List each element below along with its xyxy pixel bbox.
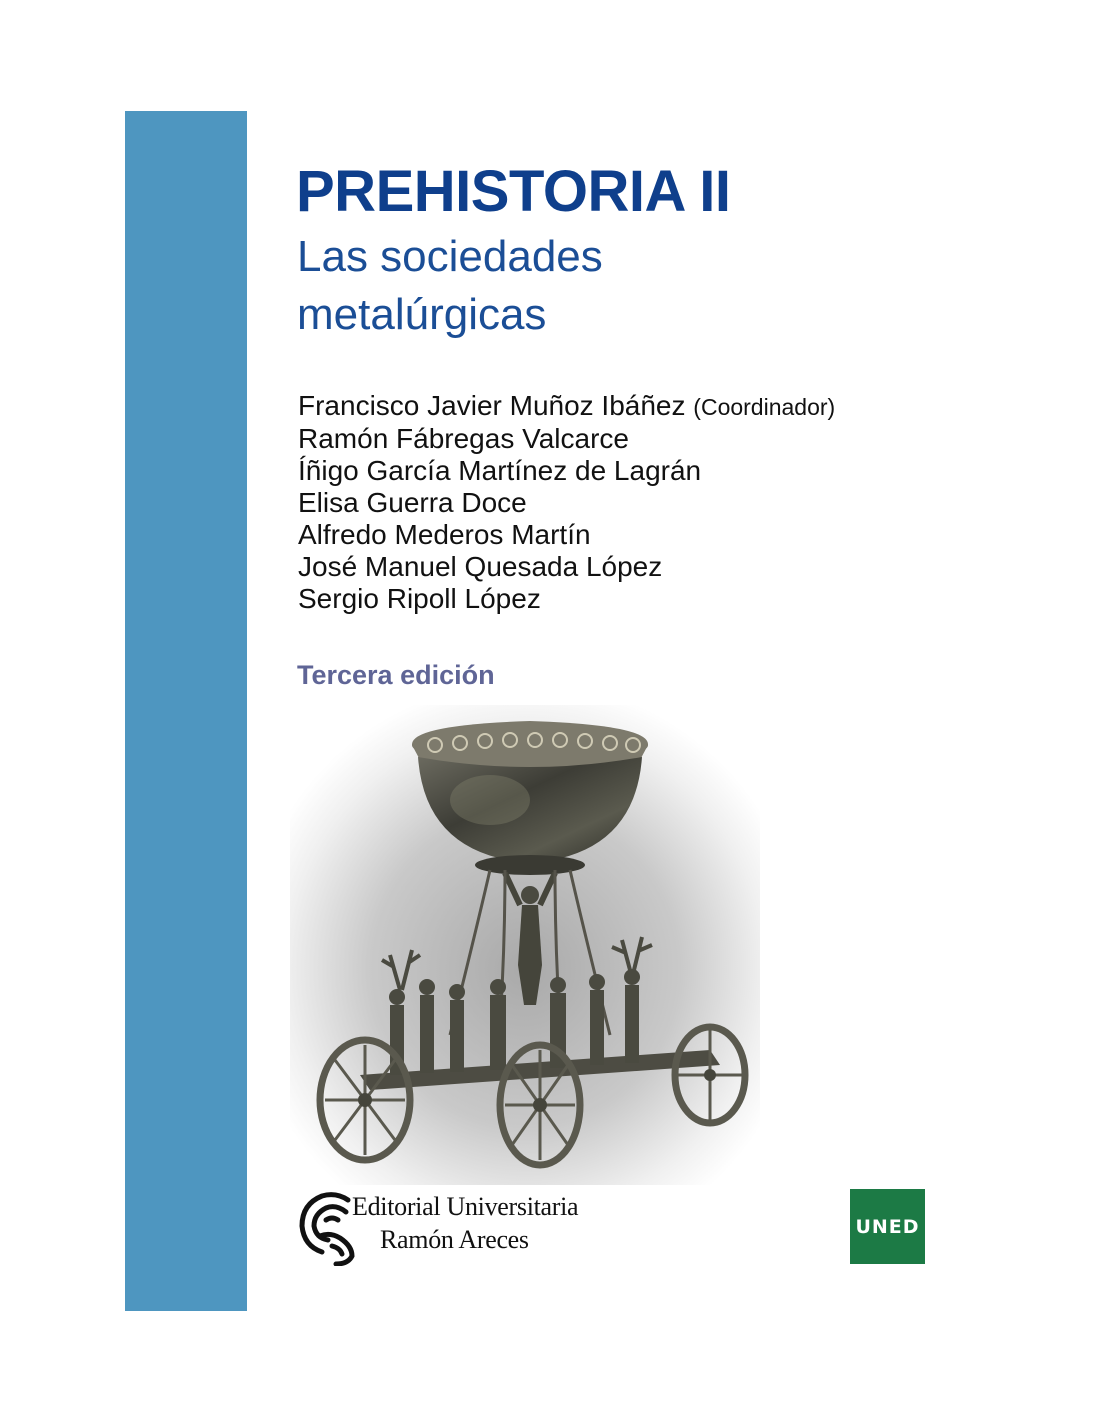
publisher-logo bbox=[296, 1188, 596, 1268]
book-title: PREHISTORIA II bbox=[296, 159, 731, 224]
book-subtitle bbox=[297, 228, 817, 344]
author-item: Íñigo García Martínez de Lagrán bbox=[298, 455, 702, 486]
subtitle-line-2: metalúrgicas bbox=[297, 290, 547, 339]
author-item: Elisa Guerra Doce bbox=[298, 487, 527, 518]
author-item: Ramón Fábregas Valcarce bbox=[298, 423, 629, 454]
author-list bbox=[298, 390, 835, 615]
uned-logo: UNED bbox=[850, 1189, 925, 1264]
author-role: (Coordinador) bbox=[693, 394, 836, 420]
spine-color-bar bbox=[125, 111, 247, 1311]
edition-label: Tercera edición bbox=[297, 660, 495, 690]
bronze-cult-wagon-image bbox=[290, 705, 760, 1185]
author-item: Sergio Ripoll López bbox=[298, 583, 541, 614]
author-item: Francisco Javier Muñoz Ibáñez (Coordinador) bbox=[298, 390, 836, 421]
publisher-subname: Ramón Areces bbox=[380, 1225, 529, 1254]
author-item: Alfredo Mederos Martín bbox=[298, 519, 591, 550]
author-item: José Manuel Quesada López bbox=[298, 551, 663, 582]
publisher-name: Editorial Universitaria bbox=[352, 1192, 579, 1221]
subtitle-line-1: Las sociedades bbox=[297, 232, 603, 281]
